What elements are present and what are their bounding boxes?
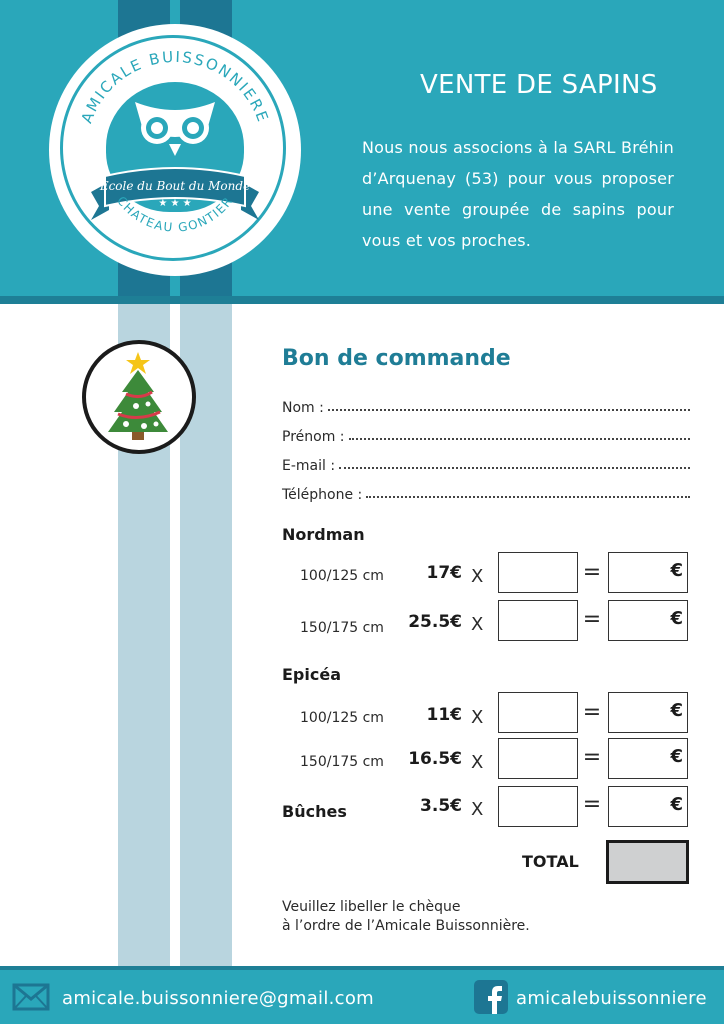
name-field-label: Nom : — [282, 400, 324, 416]
price-label: 16.5€ — [408, 749, 462, 769]
currency-symbol: € — [670, 746, 683, 767]
size-label: 150/175 cm — [300, 754, 384, 770]
logo-stars: ★ ★ ★ — [158, 198, 192, 209]
line-total-input[interactable] — [608, 786, 688, 827]
line-total-input[interactable] — [608, 692, 688, 733]
footer-facebook-link[interactable]: amicalebuissonniere — [516, 988, 707, 1009]
size-label: 150/175 cm — [300, 620, 384, 636]
name-field-line[interactable] — [328, 409, 690, 411]
price-label: 17€ — [426, 563, 462, 583]
christmas-tree-icon — [96, 348, 182, 444]
cheque-note — [282, 898, 530, 936]
firstname-field[interactable] — [282, 423, 692, 445]
email-field-line[interactable] — [339, 467, 690, 469]
logo-artwork — [49, 24, 301, 276]
logo-banner-text: Ecole du Bout du Monde — [99, 179, 251, 193]
header-rule — [0, 296, 724, 304]
currency-symbol: € — [670, 560, 683, 581]
quantity-input[interactable] — [498, 552, 578, 593]
total-input[interactable] — [606, 840, 689, 884]
order-form-title: Bon de commande — [282, 346, 511, 371]
logo-arc-bottom-text: CHATEAU GONTIER — [114, 193, 236, 235]
equals-sign: = — [582, 700, 602, 725]
times-sign: X — [471, 752, 484, 773]
currency-symbol: € — [670, 794, 683, 815]
facebook-icon — [474, 980, 508, 1014]
price-label: 3.5€ — [420, 796, 462, 816]
size-label: 100/125 cm — [300, 568, 384, 584]
equals-sign: = — [582, 607, 602, 632]
cheque-note-line1: Veuillez libeller le chèque — [282, 899, 461, 915]
firstname-field-label: Prénom : — [282, 429, 345, 445]
logo-arc-top-text: AMICALE BUISSONNIERE — [77, 47, 273, 126]
intro-text: Nous nous associons à la SARL Bréhin d’Arquenay (53) pour vous proposer une vente groupée de sapins pour vous et vos proches. — [362, 138, 674, 250]
firstname-field-line[interactable] — [349, 438, 690, 440]
equals-sign: = — [582, 792, 602, 817]
logo-banner — [91, 168, 259, 220]
envelope-icon — [12, 982, 50, 1012]
line-total-input[interactable] — [608, 552, 688, 593]
total-label: TOTAL — [522, 852, 579, 871]
quantity-input[interactable] — [498, 692, 578, 733]
phone-field-label: Téléphone : — [282, 487, 363, 503]
times-sign: X — [471, 614, 484, 635]
equals-sign: = — [582, 745, 602, 770]
cheque-note-line2: à l’ordre de l’Amicale Buissonnière. — [282, 918, 530, 934]
price-label: 25.5€ — [408, 612, 462, 632]
times-sign: X — [471, 799, 484, 820]
email-field-label: E-mail : — [282, 458, 336, 474]
page-title: VENTE DE SAPINS — [420, 70, 658, 100]
name-field[interactable] — [282, 394, 692, 416]
owl-icon — [135, 102, 215, 156]
times-sign: X — [471, 707, 484, 728]
email-field[interactable] — [282, 452, 692, 474]
section-buches: Bûches — [282, 802, 347, 821]
currency-symbol: € — [670, 700, 683, 721]
section-nordman: Nordman — [282, 525, 365, 544]
phone-field[interactable] — [282, 481, 692, 503]
line-total-input[interactable] — [608, 600, 688, 641]
currency-symbol: € — [670, 608, 683, 629]
quantity-input[interactable] — [498, 738, 578, 779]
quantity-input[interactable] — [498, 786, 578, 827]
size-label: 100/125 cm — [300, 710, 384, 726]
phone-field-line[interactable] — [366, 496, 690, 498]
equals-sign: = — [582, 560, 602, 585]
price-label: 11€ — [426, 705, 462, 725]
quantity-input[interactable] — [498, 600, 578, 641]
line-total-input[interactable] — [608, 738, 688, 779]
times-sign: X — [471, 566, 484, 587]
section-epicea: Epicéa — [282, 665, 341, 684]
footer-email-link[interactable]: amicale.buissonniere@gmail.com — [62, 988, 375, 1009]
